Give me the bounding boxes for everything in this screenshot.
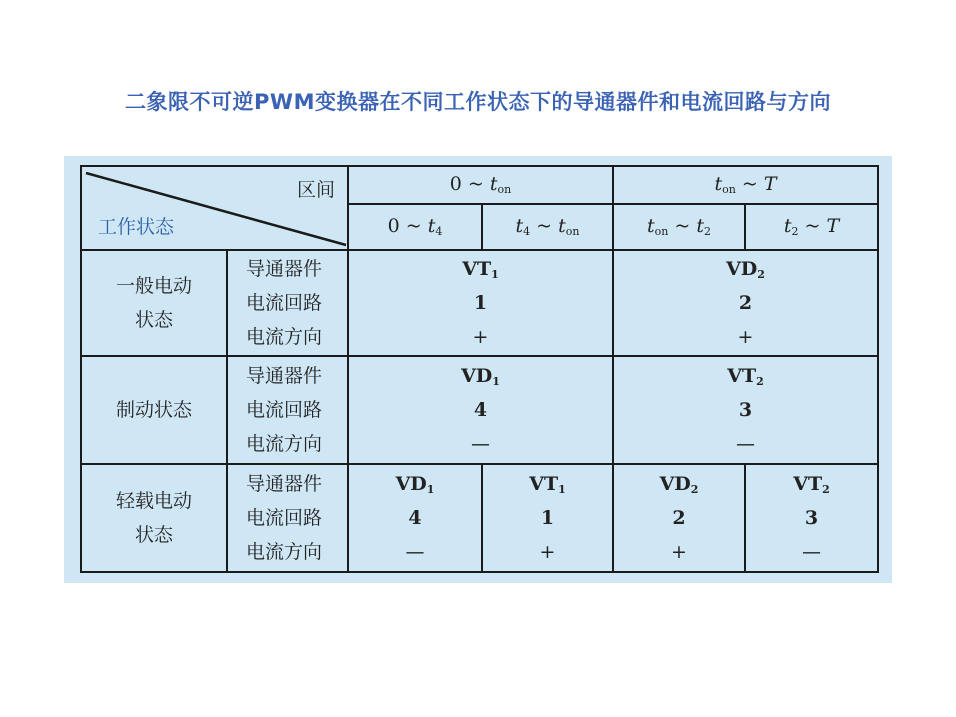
header-sub-t2-T: $t_2$ ~ T — [745, 204, 878, 250]
cell-light-ton-t2: $VD_2$ 2 + — [613, 464, 745, 572]
state-label: 工作状态 — [98, 216, 175, 238]
state-braking: 制动状态 — [81, 356, 227, 464]
cell-light-t4-ton: $VT_1$ 1 + — [482, 464, 613, 572]
row-labels: 导通器件 电流回路 电流方向 — [227, 464, 348, 572]
interval-label: 区间 — [296, 179, 335, 201]
state-light-load-motoring: 轻载电动 状态 — [81, 464, 227, 572]
cell-general-0-ton: $VT_1$ 1 + — [348, 250, 613, 356]
header-sub-ton-t2: $t_{on}$ ~ $t_2$ — [613, 204, 745, 250]
header-span-0-ton: 0 ~ $t_{on}$ — [348, 166, 613, 204]
cell-light-t2-T: $VT_2$ 3 — — [745, 464, 878, 572]
conduction-table — [80, 165, 879, 573]
state-general-motoring: 一般电动 状态 — [81, 250, 227, 356]
cell-braking-ton-T: $VT_2$ 3 — — [613, 356, 878, 464]
header-sub-0-t4: 0 ~ $t_4$ — [348, 204, 482, 250]
cell-light-0-t4: $VD_1$ 4 — — [348, 464, 482, 572]
row-labels: 导通器件 电流回路 电流方向 — [227, 250, 348, 356]
cell-braking-0-ton: $VD_1$ 4 — — [348, 356, 613, 464]
page-title: 二象限不可逆PWM变换器在不同工作状态下的导通器件和电流回路与方向 — [125, 90, 831, 114]
cell-general-ton-T: $VD_2$ 2 + — [613, 250, 878, 356]
row-labels: 导通器件 电流回路 电流方向 — [227, 356, 348, 464]
header-corner-cell — [81, 166, 348, 250]
header-sub-t4-ton: $t_4$ ~ $t_{on}$ — [482, 204, 613, 250]
header-span-ton-T: $t_{on}$ ~ T — [613, 166, 878, 204]
